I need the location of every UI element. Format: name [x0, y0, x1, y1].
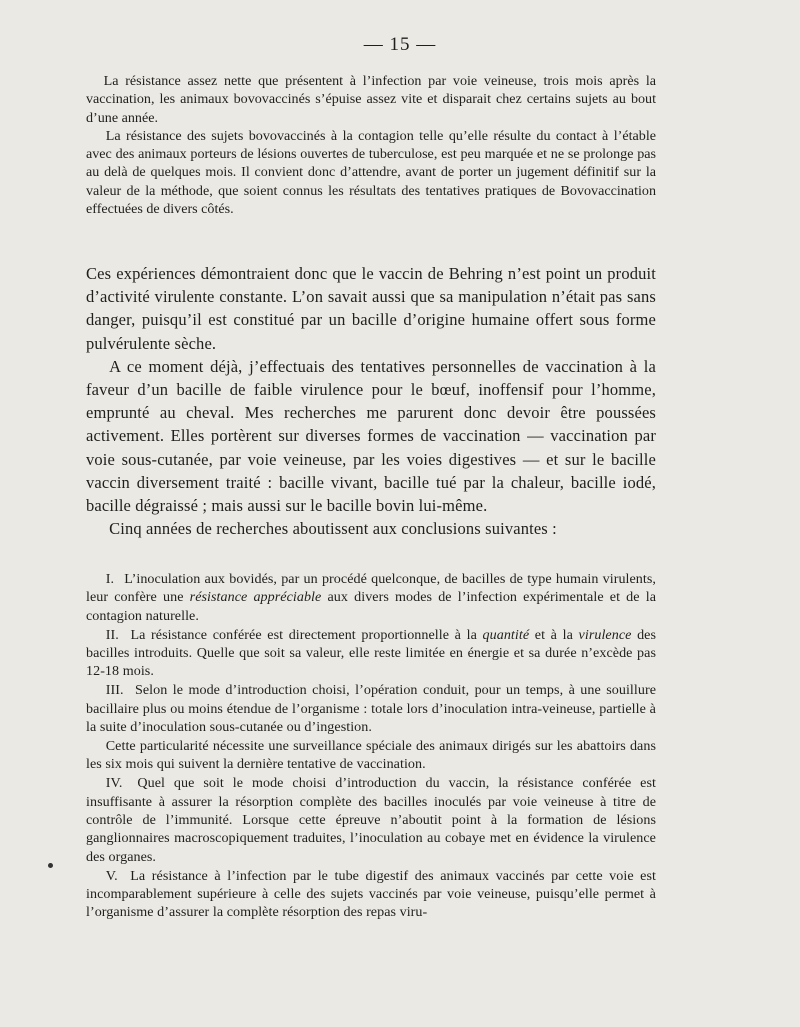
main-section — [86, 262, 656, 540]
conclusion-iii-label: III. — [105, 682, 124, 699]
margin-mark — [48, 863, 53, 868]
conclusion-iv-text: Quel que soit le mode choisi d’introduction du vaccin, la résistance conférée est insuffisante à assurer la résorption complète des bacilles inoculés par voie veineuse à titre de contrôle de l’immunité. Lorsque cette épreuve n’aboutit point à la formation de lésions ganglionnaires macroscopiquement traduites, l’inoculation au cobaye met en évidence la virulence des organes. — [86, 775, 656, 865]
conclusion-ii-emphasis-quantity: quantité — [482, 626, 530, 643]
main-paragraph-2: A ce moment déjà, j’effectuais des tentatives personnelles de vaccination à la faveur d’un bacille de faible virulence pour le bœuf, inoffensif pour l’homme, emprunté au cheval. Mes recherches me parurent donc devoir être poussées activement. Elles portèrent sur diverses formes de vaccination — vaccination par voie sous-cutanée, par voie veineuse, par les voies digestives — et sur le bacille vaccin diversement traité : bacille vivant, bacille tué par la chaleur, bacille iodé, bacille dégraissé ; mais aussi sur le bacille bovin lui-même. — [86, 356, 656, 516]
intro-paragraph-2: La résistance des sujets bovovaccinés à la contagion telle qu’elle résulte du contact à l’étable avec des animaux porteurs de lésions ouvertes de tuberculose, est peu marquée et ne se prolonge pas au delà de quelques mois. Il convient donc d’attendre, avant de porter un jugement définitif sur la valeur de la méthode, que soient connus les résultats des tentatives pratiques de Bovovaccination effectuées de divers côtés. — [86, 127, 656, 218]
conclusion-i-text-start: L’inoculation aux bovidés, par un procédé quelconque, de bacilles de type humain virulents, leur confère une — [86, 571, 656, 606]
conclusion-ii-label: II. — [105, 626, 119, 643]
main-paragraph-3: Cinq années de recherches aboutissent aux conclusions suivantes : — [109, 519, 557, 539]
conclusion-v-label: V. — [105, 867, 118, 884]
conclusion-iv — [86, 774, 656, 865]
conclusion-iv-label: IV. — [105, 775, 123, 792]
intro-section — [86, 72, 656, 218]
conclusions-section — [86, 570, 656, 922]
conclusion-ii-text-middle: et à la — [534, 626, 573, 643]
conclusion-i — [86, 570, 656, 625]
conclusion-ii-text-start: La résistance conférée est directement proportionnelle à la — [130, 626, 477, 643]
conclusion-iii — [86, 681, 656, 736]
page-number: — 15 — — [363, 34, 437, 55]
conclusion-ii-text-end: des bacilles introduits. Quelle que soit sa valeur, elle reste limitée en énergie et sa durée n’excède pas 12-18 mois. — [86, 626, 657, 680]
conclusion-i-emphasis: résistance appréciable — [189, 589, 322, 606]
conclusion-ii — [86, 626, 656, 681]
intro-paragraph-1: La résistance assez nette que présentent à l’infection par voie veineuse, trois mois après la vaccination, les animaux bovovaccinés s’épuise assez vite et disparait chez certains sujets au bout d’une année. — [86, 73, 656, 126]
conclusion-iii-note: Cette particularité nécessite une surveillance spéciale des animaux dirigés sur les abattoirs dans les six mois qui suivent la dernière tentative de vaccination. — [86, 738, 656, 773]
conclusion-i-text-end: aux divers modes de l’infection expérimentale et de la contagion naturelle. — [86, 589, 657, 624]
conclusion-i-label: I. — [105, 571, 115, 587]
conclusion-iii-text: Selon le mode d’introduction choisi, l’opération conduit, pour un temps, à une souillure bacillaire plus ou moins étendue de l’organisme : totale lors d’inoculation intra-veineuse, partielle à la suite d’inoculation sous-cutanée ou d’ingestion. — [86, 682, 656, 735]
conclusion-ii-emphasis-virulence: virulence — [578, 626, 632, 643]
conclusion-v-text: La résistance à l’infection par le tube digestif des animaux vaccinés par cette voie est incomparablement supérieure à celle des sujets vaccinés par voie veineuse, puisqu’elle permet à l’organisme d’assurer la complète résorption des repas viru- — [86, 867, 656, 921]
main-paragraph-1: Ces expériences démontraient donc que le vaccin de Behring n’est point un produit d’activité virulente constante. L’on savait aussi que sa manipulation n’était pas sans danger, puisqu’il est constitué par un bacille d’origine humaine offert sous forme pulvérulente sèche. — [86, 264, 656, 353]
conclusion-v — [86, 867, 656, 922]
